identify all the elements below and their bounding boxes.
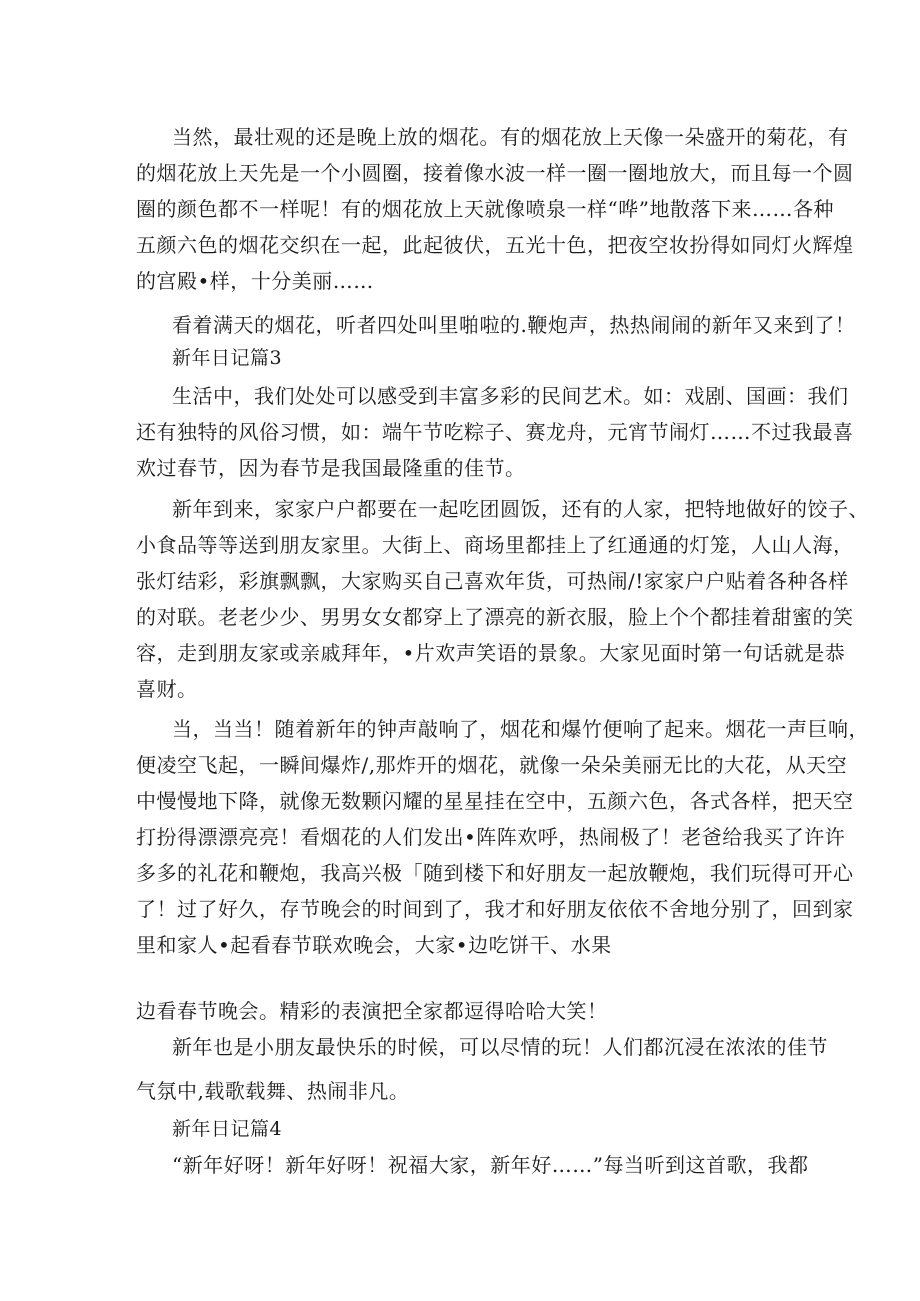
paragraph-line: 欢过春节，因为春节是我国最隆重的佳节。 [136,456,526,480]
paragraph-line: 当，当当！随着新年的钟声敲响了，烟花和爆竹便响了起来。烟花一声巨响， [172,717,869,741]
paragraph-line: 打扮得漂漂亮亮！看烟花的人们发出•阵阵欢呼，热闹极了！老爸给我买了许许 [136,825,846,849]
paragraph-line: 看着满天的烟花，听者四处叫里啪啦的.鞭炮声，热热闹闹的新年又来到了！ [172,313,856,337]
paragraph-line: 的对联。老老少少、男男女女都穿上了漂亮的新衣服，脸上个个都挂着甜蜜的笑 [136,605,854,629]
section-heading: 新年日记篇3 [172,347,283,369]
paragraph-line: 容，走到朋友家或亲戚拜年，•片欢声笑语的景象。大家见面时第一句话就是恭 [136,641,846,665]
paragraph-line: 气氛中,载歌载舞、热闹非凡。 [136,1079,410,1103]
section-heading: 新年日记篇4 [172,1118,283,1140]
paragraph-line: 小食品等等送到朋友家里。大街上、商场里都挂上了红通通的灯笼，人山人海， [136,533,854,557]
paragraph-line: 喜财。 [136,677,198,701]
paragraph-line: 便凌空飞起，一瞬间爆炸/,那炸开的烟花，就像一朵朵美丽无比的大花，从天空 [136,753,848,777]
paragraph-line: 新年也是小朋友最快乐的时候，可以尽情的玩！人们都沉浸在浓浓的佳节 [172,1035,828,1059]
paragraph-line: 的烟花放上天先是一个小圆圈，接着像水波一样一圈一圈地放大，而且每一个圆 [136,161,854,185]
paragraph-line: 还有独特的风俗习惯，如：端午节吃粽子、赛龙舟，元宵节闹灯……不过我最喜 [136,420,854,444]
paragraph-line: 中慢慢地下降，就像无数颗闪耀的星星挂在空中，五颜六色，各式各样，把天空 [136,789,854,813]
paragraph-line: 新年到来，家家户户都要在一起吃团圆饭，还有的人家，把特地做好的饺子、 [172,497,869,521]
paragraph-line: 张灯结彩，彩旗飘飘，大家购买自己喜欢年货，可热闹/!家家户户贴着各种各样 [136,569,849,593]
paragraph-line: 了！过了好久，存节晚会的时间到了，我才和好朋友依依不舍地分别了，回到家 [136,897,854,921]
paragraph-line: 多多的礼花和鞭炮，我高兴极「随到楼下和好朋友一起放鞭炮，我们玩得可开心 [136,861,854,885]
paragraph-line: 五颜六色的烟花交织在一起，此起彼伏，五光十色，把夜空妆扮得如同灯火辉煌 [136,233,854,257]
paragraph-line: 边看春节晚会。精彩的表演把全家都逗得哈哈大笑！ [136,999,608,1023]
paragraph-line: 里和家人•起看春节联欢晚会，大家•边吃饼干、水果 [136,933,612,957]
paragraph-line: 的宫殿•样，十分美丽…… [136,269,374,293]
paragraph-line: 当然，最壮观的还是晚上放的烟花。有的烟花放上天像一朵盛开的菊花，有 [172,125,849,149]
paragraph-line: 圈的颜色都不一样呢！有的烟花放上天就像喷泉一样“哗”地散落下来……各种 [136,197,834,221]
paragraph-line: 生活中，我们处处可以感受到丰富多彩的民间艺术。如：戏剧、国画：我们 [172,384,849,408]
paragraph-line: “新年好呀！新年好呀！祝福大家，新年好……”每当听到这首歌，我都 [172,1153,809,1177]
